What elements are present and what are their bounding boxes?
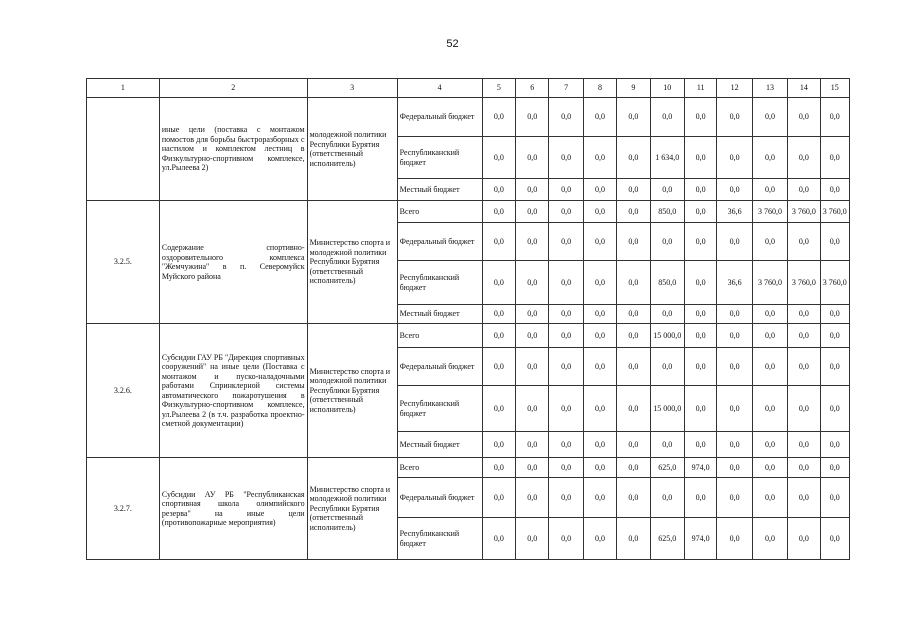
value-cell: 0,0 bbox=[788, 98, 820, 137]
value-cell: 0,0 bbox=[516, 518, 549, 560]
value-cell: 0,0 bbox=[752, 386, 787, 432]
value-cell: 0,0 bbox=[650, 348, 684, 386]
value-cell: 0,0 bbox=[482, 324, 515, 348]
value-cell: 0,0 bbox=[717, 305, 752, 324]
value-cell: 0,0 bbox=[482, 137, 515, 179]
table-row bbox=[87, 458, 850, 478]
value-cell: 850,0 bbox=[650, 261, 684, 305]
value-cell: 0,0 bbox=[583, 518, 616, 560]
header-cell: 9 bbox=[617, 79, 650, 98]
value-cell: 0,0 bbox=[516, 324, 549, 348]
value-cell: 0,0 bbox=[516, 305, 549, 324]
header-cell: 10 bbox=[650, 79, 684, 98]
value-cell: 0,0 bbox=[583, 458, 616, 478]
header-cell: 1 bbox=[87, 79, 160, 98]
value-cell: 0,0 bbox=[617, 261, 650, 305]
value-cell: 0,0 bbox=[549, 201, 583, 223]
value-cell: 3 760,0 bbox=[752, 261, 787, 305]
value-cell: 0,0 bbox=[482, 386, 515, 432]
header-cell: 15 bbox=[820, 79, 849, 98]
funding-source: Республиканский бюджет bbox=[397, 261, 482, 305]
funding-source: Федеральный бюджет bbox=[397, 98, 482, 137]
value-cell: 0,0 bbox=[482, 518, 515, 560]
value-cell: 0,0 bbox=[788, 478, 820, 518]
value-cell: 0,0 bbox=[516, 98, 549, 137]
value-cell: 0,0 bbox=[684, 386, 716, 432]
value-cell: 0,0 bbox=[583, 261, 616, 305]
value-cell: 0,0 bbox=[516, 348, 549, 386]
value-cell: 0,0 bbox=[617, 137, 650, 179]
header-cell: 7 bbox=[549, 79, 583, 98]
header-cell: 2 bbox=[159, 79, 307, 98]
value-cell: 0,0 bbox=[583, 478, 616, 518]
value-cell: 0,0 bbox=[482, 458, 515, 478]
table-row bbox=[87, 98, 850, 137]
value-cell: 0,0 bbox=[583, 201, 616, 223]
value-cell: 0,0 bbox=[717, 478, 752, 518]
value-cell: 0,0 bbox=[684, 324, 716, 348]
value-cell: 0,0 bbox=[717, 518, 752, 560]
value-cell: 0,0 bbox=[820, 458, 849, 478]
value-cell: 0,0 bbox=[752, 432, 787, 458]
value-cell: 0,0 bbox=[516, 386, 549, 432]
funding-source: Местный бюджет bbox=[397, 179, 482, 201]
value-cell: 15 000,0 bbox=[650, 386, 684, 432]
value-cell: 0,0 bbox=[820, 179, 849, 201]
value-cell: 0,0 bbox=[516, 201, 549, 223]
value-cell: 0,0 bbox=[516, 223, 549, 261]
header-row bbox=[87, 79, 850, 98]
value-cell: 0,0 bbox=[549, 223, 583, 261]
value-cell: 0,0 bbox=[482, 432, 515, 458]
value-cell: 0,0 bbox=[820, 386, 849, 432]
value-cell: 0,0 bbox=[752, 305, 787, 324]
value-cell: 0,0 bbox=[752, 518, 787, 560]
value-cell: 0,0 bbox=[549, 478, 583, 518]
item-code: 3.2.6. bbox=[87, 324, 160, 458]
value-cell: 0,0 bbox=[650, 223, 684, 261]
value-cell: 0,0 bbox=[820, 518, 849, 560]
header-cell: 3 bbox=[307, 79, 397, 98]
value-cell: 0,0 bbox=[684, 223, 716, 261]
value-cell: 0,0 bbox=[717, 137, 752, 179]
header-cell: 13 bbox=[752, 79, 787, 98]
value-cell: 0,0 bbox=[752, 324, 787, 348]
value-cell: 0,0 bbox=[583, 324, 616, 348]
value-cell: 0,0 bbox=[717, 98, 752, 137]
value-cell: 0,0 bbox=[717, 223, 752, 261]
header-cell: 14 bbox=[788, 79, 820, 98]
value-cell: 0,0 bbox=[617, 348, 650, 386]
value-cell: 0,0 bbox=[583, 137, 616, 179]
value-cell: 0,0 bbox=[788, 348, 820, 386]
funding-source: Республиканский бюджет bbox=[397, 518, 482, 560]
value-cell: 0,0 bbox=[482, 201, 515, 223]
funding-source: Всего bbox=[397, 458, 482, 478]
budget-table bbox=[86, 78, 850, 560]
value-cell: 0,0 bbox=[482, 223, 515, 261]
value-cell: 0,0 bbox=[788, 458, 820, 478]
value-cell: 0,0 bbox=[549, 518, 583, 560]
value-cell: 0,0 bbox=[549, 458, 583, 478]
value-cell: 0,0 bbox=[516, 137, 549, 179]
item-executor: молодежной политики Республики Бурятия (ответственный исполнитель) bbox=[307, 98, 397, 201]
value-cell: 0,0 bbox=[752, 223, 787, 261]
header-cell: 4 bbox=[397, 79, 482, 98]
funding-source: Всего bbox=[397, 324, 482, 348]
value-cell: 0,0 bbox=[752, 137, 787, 179]
value-cell: 0,0 bbox=[516, 432, 549, 458]
value-cell: 0,0 bbox=[820, 324, 849, 348]
value-cell: 625,0 bbox=[650, 458, 684, 478]
item-code bbox=[87, 98, 160, 201]
value-cell: 0,0 bbox=[684, 261, 716, 305]
value-cell: 3 760,0 bbox=[788, 261, 820, 305]
item-description: иные цели (поставка с монтажом помостов для борьбы быстроразборных с настилом и комплектом лестниц в Физкультурно-спортивном комплексе, ул.Рылеева 2) bbox=[159, 98, 307, 201]
value-cell: 1 634,0 bbox=[650, 137, 684, 179]
funding-source: Всего bbox=[397, 201, 482, 223]
value-cell: 0,0 bbox=[549, 305, 583, 324]
value-cell: 0,0 bbox=[583, 223, 616, 261]
item-executor: Министерство спорта и молодежной политики Республики Бурятия (ответственный исполнитель) bbox=[307, 324, 397, 458]
value-cell: 15 000,0 bbox=[650, 324, 684, 348]
funding-source: Республиканский бюджет bbox=[397, 386, 482, 432]
header-cell: 11 bbox=[684, 79, 716, 98]
value-cell: 0,0 bbox=[788, 386, 820, 432]
value-cell: 0,0 bbox=[516, 261, 549, 305]
value-cell: 0,0 bbox=[820, 478, 849, 518]
value-cell: 0,0 bbox=[617, 201, 650, 223]
value-cell: 0,0 bbox=[717, 348, 752, 386]
value-cell: 0,0 bbox=[650, 305, 684, 324]
value-cell: 0,0 bbox=[583, 98, 616, 137]
item-description: Субсидии ГАУ РБ "Дирекция спортивных сооружений" на иные цели (Поставка с монтажом и пуско-наладочными работами Спринклерной системы автоматического пожаротушения в Физкультурно-спортивном комплексе, ул.Рылеева 2 (в т.ч. разработка проектно-сметной документации) bbox=[159, 324, 307, 458]
value-cell: 0,0 bbox=[482, 348, 515, 386]
value-cell: 0,0 bbox=[717, 324, 752, 348]
value-cell: 0,0 bbox=[617, 458, 650, 478]
value-cell: 0,0 bbox=[549, 324, 583, 348]
value-cell: 0,0 bbox=[482, 305, 515, 324]
funding-source: Федеральный бюджет bbox=[397, 223, 482, 261]
value-cell: 0,0 bbox=[617, 432, 650, 458]
value-cell: 0,0 bbox=[684, 201, 716, 223]
funding-source: Федеральный бюджет bbox=[397, 348, 482, 386]
value-cell: 0,0 bbox=[788, 223, 820, 261]
value-cell: 974,0 bbox=[684, 458, 716, 478]
value-cell: 974,0 bbox=[684, 518, 716, 560]
value-cell: 0,0 bbox=[752, 458, 787, 478]
value-cell: 0,0 bbox=[549, 432, 583, 458]
header-cell: 8 bbox=[583, 79, 616, 98]
value-cell: 0,0 bbox=[717, 432, 752, 458]
value-cell: 0,0 bbox=[820, 348, 849, 386]
value-cell: 0,0 bbox=[717, 458, 752, 478]
table-row bbox=[87, 201, 850, 223]
value-cell: 0,0 bbox=[583, 305, 616, 324]
value-cell: 0,0 bbox=[752, 478, 787, 518]
value-cell: 0,0 bbox=[820, 98, 849, 137]
value-cell: 0,0 bbox=[482, 261, 515, 305]
value-cell: 0,0 bbox=[583, 432, 616, 458]
value-cell: 0,0 bbox=[549, 261, 583, 305]
value-cell: 0,0 bbox=[820, 137, 849, 179]
item-executor: Министерство спорта и молодежной политики Республики Бурятия (ответственный исполнитель) bbox=[307, 201, 397, 324]
value-cell: 0,0 bbox=[549, 348, 583, 386]
value-cell: 0,0 bbox=[752, 98, 787, 137]
value-cell: 3 760,0 bbox=[788, 201, 820, 223]
value-cell: 0,0 bbox=[684, 179, 716, 201]
value-cell: 0,0 bbox=[617, 324, 650, 348]
table-row bbox=[87, 324, 850, 348]
value-cell: 0,0 bbox=[684, 478, 716, 518]
value-cell: 0,0 bbox=[788, 518, 820, 560]
value-cell: 0,0 bbox=[482, 179, 515, 201]
value-cell: 0,0 bbox=[549, 137, 583, 179]
value-cell: 0,0 bbox=[650, 432, 684, 458]
value-cell: 0,0 bbox=[583, 179, 616, 201]
value-cell: 0,0 bbox=[788, 432, 820, 458]
value-cell: 3 760,0 bbox=[820, 261, 849, 305]
value-cell: 0,0 bbox=[788, 179, 820, 201]
value-cell: 0,0 bbox=[516, 478, 549, 518]
value-cell: 0,0 bbox=[650, 98, 684, 137]
value-cell: 0,0 bbox=[482, 478, 515, 518]
header-cell: 12 bbox=[717, 79, 752, 98]
value-cell: 0,0 bbox=[583, 386, 616, 432]
value-cell: 0,0 bbox=[717, 386, 752, 432]
value-cell: 0,0 bbox=[617, 179, 650, 201]
item-code: 3.2.5. bbox=[87, 201, 160, 324]
value-cell: 0,0 bbox=[549, 386, 583, 432]
value-cell: 0,0 bbox=[684, 98, 716, 137]
header-cell: 5 bbox=[482, 79, 515, 98]
header-cell: 6 bbox=[516, 79, 549, 98]
item-description: Содержание спортивно-оздоровительного комплекса "Жемчужина" в п. Северомуйск Муйского района bbox=[159, 201, 307, 324]
value-cell: 0,0 bbox=[684, 432, 716, 458]
funding-source: Федеральный бюджет bbox=[397, 478, 482, 518]
value-cell: 36,6 bbox=[717, 201, 752, 223]
value-cell: 36,6 bbox=[717, 261, 752, 305]
table-body bbox=[87, 98, 850, 560]
value-cell: 0,0 bbox=[684, 137, 716, 179]
value-cell: 3 760,0 bbox=[752, 201, 787, 223]
item-code: 3.2.7. bbox=[87, 458, 160, 560]
value-cell: 850,0 bbox=[650, 201, 684, 223]
value-cell: 0,0 bbox=[788, 305, 820, 324]
value-cell: 0,0 bbox=[820, 223, 849, 261]
value-cell: 0,0 bbox=[617, 98, 650, 137]
value-cell: 0,0 bbox=[788, 137, 820, 179]
value-cell: 0,0 bbox=[617, 305, 650, 324]
item-description: Субсидии АУ РБ "Республиканская спортивная школа олимпийского резерва" на иные цели (противопожарные мероприятия) bbox=[159, 458, 307, 560]
value-cell: 0,0 bbox=[617, 478, 650, 518]
value-cell: 0,0 bbox=[549, 179, 583, 201]
value-cell: 0,0 bbox=[516, 458, 549, 478]
value-cell: 0,0 bbox=[650, 478, 684, 518]
value-cell: 0,0 bbox=[482, 98, 515, 137]
value-cell: 0,0 bbox=[516, 179, 549, 201]
value-cell: 0,0 bbox=[617, 386, 650, 432]
value-cell: 0,0 bbox=[684, 348, 716, 386]
value-cell: 625,0 bbox=[650, 518, 684, 560]
value-cell: 0,0 bbox=[752, 348, 787, 386]
value-cell: 3 760,0 bbox=[820, 201, 849, 223]
value-cell: 0,0 bbox=[788, 324, 820, 348]
value-cell: 0,0 bbox=[583, 348, 616, 386]
value-cell: 0,0 bbox=[717, 179, 752, 201]
value-cell: 0,0 bbox=[617, 518, 650, 560]
value-cell: 0,0 bbox=[650, 179, 684, 201]
value-cell: 0,0 bbox=[820, 305, 849, 324]
value-cell: 0,0 bbox=[549, 98, 583, 137]
funding-source: Местный бюджет bbox=[397, 432, 482, 458]
value-cell: 0,0 bbox=[684, 305, 716, 324]
item-executor: Министерство спорта и молодежной политики Республики Бурятия (ответственный исполнитель) bbox=[307, 458, 397, 560]
value-cell: 0,0 bbox=[820, 432, 849, 458]
funding-source: Республиканский бюджет bbox=[397, 137, 482, 179]
page-number: 52 bbox=[446, 38, 459, 50]
value-cell: 0,0 bbox=[752, 179, 787, 201]
value-cell: 0,0 bbox=[617, 223, 650, 261]
funding-source: Местный бюджет bbox=[397, 305, 482, 324]
